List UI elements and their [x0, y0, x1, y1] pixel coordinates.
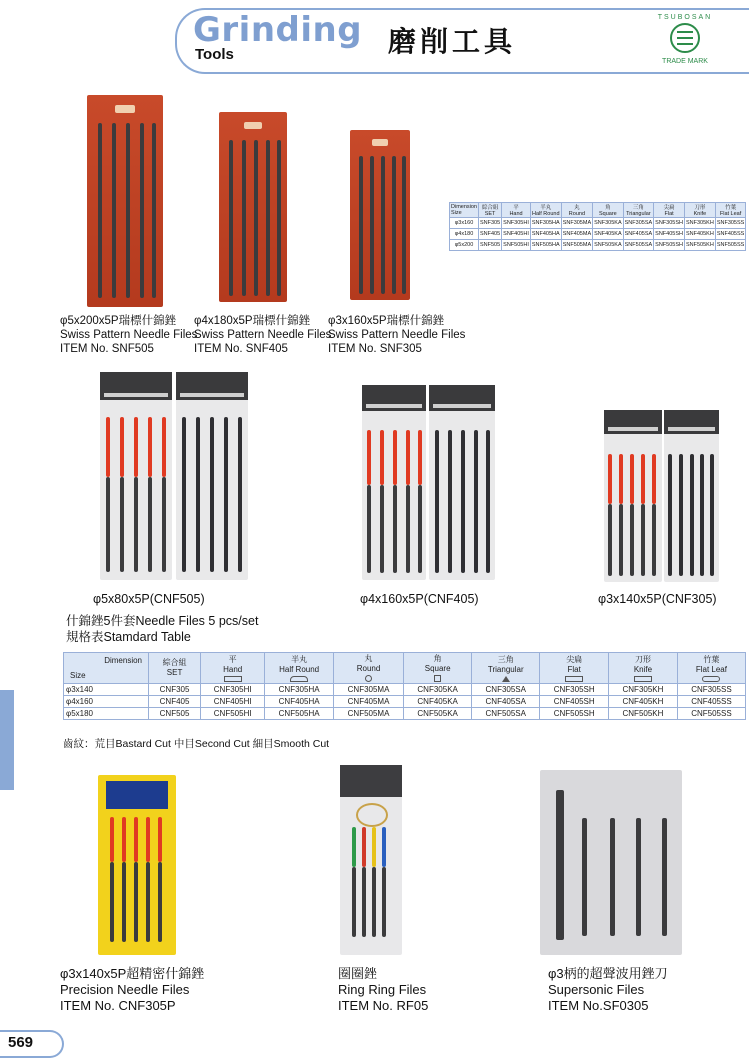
- product-name: Swiss Pattern Needle Files: [194, 329, 332, 341]
- product-image-cnf305-red: [604, 410, 662, 582]
- teeth-cut-note: 齒紋：荒目Bastard Cut 中目Second Cut 細目Smooth Cut: [63, 738, 330, 750]
- product-item-no: ITEM No. SNF505: [60, 343, 154, 355]
- product-image-snf505: [87, 95, 163, 307]
- logo-text-top: TSUBOSAN: [657, 14, 713, 21]
- product-image-snf405: [219, 112, 287, 302]
- col-header: 角 Square: [593, 203, 624, 218]
- product-spec: φ3x160x5P瑞標什錦銼: [328, 315, 445, 327]
- page-subtitle: Tools: [195, 46, 234, 63]
- page-title: Grinding: [193, 10, 363, 50]
- product-spec-cnf405: φ4x160x5P(CNF405): [360, 592, 479, 606]
- square-profile-icon: [434, 675, 441, 682]
- product-caption-snf505: [60, 314, 197, 356]
- product-name: Precision Needle Files: [60, 982, 190, 997]
- round-profile-icon: [365, 675, 372, 682]
- product-caption-cnf305p: [60, 966, 204, 1014]
- table-row: φ3x160 SNF305 SNF305HI SNF305HA SNF305MA SNF305KA SNF305SA SNF305SH SNF305KH SNF305SS: [450, 218, 746, 229]
- product-caption-rf05: [338, 966, 428, 1014]
- col-header: 三角 Triangular: [472, 653, 540, 684]
- product-item-no: ITEM No. CNF305P: [60, 998, 176, 1013]
- col-header: 綜合組 SET: [149, 653, 201, 684]
- table-row: φ3x140 CNF305 CNF305HI CNF305HA CNF305MA CNF305KA CNF305SA CNF305SH CNF305KH CNF305SS: [64, 684, 746, 696]
- logo-text-bottom: TRADE MARK: [662, 58, 708, 65]
- dimension-header: Dimension Size: [451, 204, 477, 216]
- product-caption-snf305: [328, 314, 465, 356]
- col-header: 尖扁 Flat: [540, 653, 609, 684]
- col-header: 半丸 Half Round: [530, 203, 561, 218]
- table-row: φ5x200 SNF505 SNF505HI SNF505HA SNF505MA SNF505KA SNF505SA SNF505SH SNF505KH SNF505SS: [450, 240, 746, 251]
- product-spec: φ3x140x5P超精密什錦銼: [60, 966, 205, 981]
- product-image-cnf505-black: [176, 372, 248, 580]
- col-header: 半丸 Half Round: [265, 653, 334, 684]
- product-caption-snf405: [194, 314, 331, 356]
- col-header: 角 Square: [404, 653, 472, 684]
- product-spec: φ4x180x5P瑞標什錦銼: [194, 315, 311, 327]
- table-row: φ4x160 CNF405 CNF405HI CNF405HA CNF405MA CNF405KA CNF405SA CNF405SH CNF405KH CNF405SS: [64, 696, 746, 708]
- cnf-spec-table: [63, 652, 746, 720]
- table-row: φ4x180 SNF405 SNF405HI SNF405HA SNF405MA SNF405KA SNF405SA SNF405SH SNF405KH SNF405SS: [450, 229, 746, 240]
- hand-profile-icon: [224, 676, 242, 682]
- page-title-cjk: 磨削工具: [388, 25, 517, 58]
- col-header: 平 Hand: [502, 203, 531, 218]
- product-name: Swiss Pattern Needle Files: [60, 329, 198, 341]
- flat-leaf-profile-icon: [702, 676, 720, 682]
- product-image-cnf305-black: [664, 410, 719, 582]
- product-spec-cnf305: φ3x140x5P(CNF305): [598, 592, 717, 606]
- flat-profile-icon: [565, 676, 583, 682]
- product-image-cnf405-red: [362, 385, 426, 580]
- product-name: Supersonic Files: [548, 982, 645, 997]
- product-spec-cnf505: φ5x80x5P(CNF505): [93, 592, 205, 606]
- page-number: 569: [8, 1034, 34, 1051]
- product-image-cnf505-red: [100, 372, 172, 580]
- col-header: 丸 Round: [334, 653, 404, 684]
- col-header: 竹葉 Flat Leaf: [677, 653, 745, 684]
- product-name: Swiss Pattern Needle Files: [328, 329, 466, 341]
- knife-profile-icon: [634, 676, 652, 682]
- col-header: 尖扁 Flat: [654, 203, 685, 218]
- product-image-cnf405-black: [429, 385, 495, 580]
- product-item-no: ITEM No. SNF405: [194, 343, 288, 355]
- col-header: 三角 Triangular: [623, 203, 654, 218]
- table-row: φ5x180 CNF505 CNF505HI CNF505HA CNF505MA CNF505KA CNF505SA CNF505SH CNF505KH CNF505SS: [64, 708, 746, 720]
- snf-spec-table: [449, 202, 746, 251]
- col-header: 平 Hand: [201, 653, 265, 684]
- product-image-cnf305p: [98, 775, 176, 955]
- product-name: Ring Ring Files: [338, 982, 427, 997]
- col-header: 刀形 Knife: [609, 653, 678, 684]
- table-title: 規格表Stamdard Table: [66, 630, 191, 644]
- product-item-no: ITEM No. RF05: [338, 998, 429, 1013]
- set-title: 什錦銼5件套Needle Files 5 pcs/set: [66, 614, 259, 628]
- product-item-no: ITEM No. SNF305: [328, 343, 422, 355]
- side-section-tab: [0, 690, 14, 790]
- product-image-snf305: [350, 130, 410, 300]
- col-header: 刀形 Knife: [684, 203, 715, 218]
- product-spec: φ5x200x5P瑞標什錦銼: [60, 315, 177, 327]
- col-header: 綜合組 SET: [478, 203, 501, 218]
- product-image-rf05: [340, 765, 402, 955]
- product-spec: 圈圈銼: [338, 966, 378, 981]
- half-round-profile-icon: [290, 676, 308, 682]
- product-spec: φ3柄的超聲波用銼刀: [548, 966, 668, 981]
- dimension-header: Dimension Size: [64, 653, 149, 684]
- product-caption-sf0305: [548, 966, 668, 1014]
- product-image-sf0305: [540, 770, 682, 955]
- triangle-profile-icon: [502, 676, 510, 682]
- product-item-no: ITEM No.SF0305: [548, 998, 649, 1013]
- col-header: 竹葉 Flat Leaf: [715, 203, 746, 218]
- col-header: 丸 Round: [561, 203, 592, 218]
